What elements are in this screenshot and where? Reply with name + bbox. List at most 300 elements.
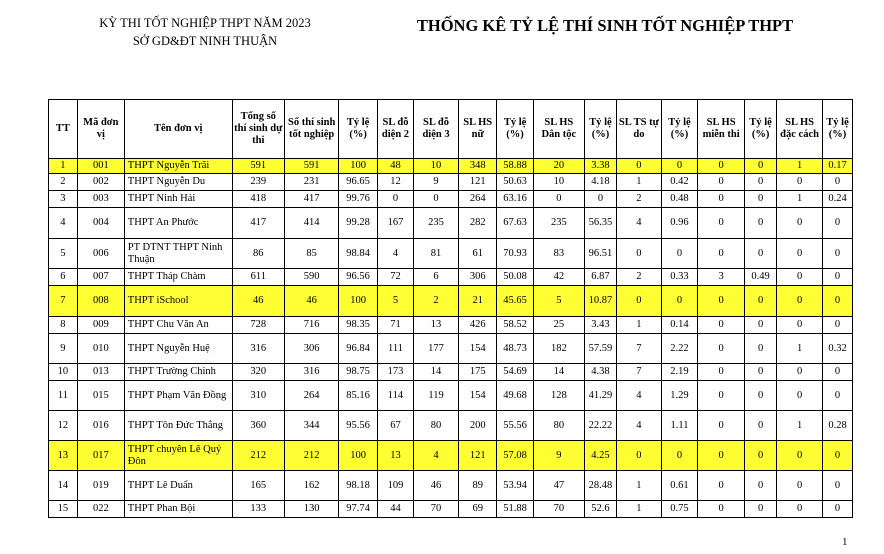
table-row — [49, 286, 853, 317]
unit-name-cell: PT DTNT THPT Ninh Thuận — [124, 239, 232, 269]
table-cell: 010 — [77, 334, 124, 364]
table-cell: 200 — [458, 411, 496, 441]
table-cell: 9 — [414, 174, 459, 191]
table-cell: 235 — [414, 208, 459, 239]
table-row — [49, 208, 853, 239]
department-name: SỞ GD&ĐT NINH THUẬN — [132, 34, 278, 48]
unit-name-cell: THPT Tháp Chàm — [124, 269, 232, 286]
table-cell: 0 — [698, 317, 745, 334]
table-cell: 109 — [377, 471, 413, 501]
table-cell: 98.18 — [339, 471, 377, 501]
table-cell: 5 — [377, 286, 413, 317]
table-cell: 58.52 — [497, 317, 533, 334]
table-cell: 212 — [232, 441, 284, 471]
table-cell: 7 — [616, 334, 661, 364]
table-cell: 1 — [616, 317, 661, 334]
table-cell: 0 — [823, 317, 853, 334]
column-header: SL HS đặc cách — [777, 100, 823, 159]
table-cell: 173 — [377, 364, 413, 381]
table-cell: 0 — [698, 501, 745, 518]
unit-name-cell: THPT chuyên Lê Quý Đôn — [124, 441, 232, 471]
table-cell: 20 — [533, 159, 584, 174]
table-cell: 12 — [377, 174, 413, 191]
table-cell: 167 — [377, 208, 413, 239]
table-cell: 0 — [823, 239, 853, 269]
column-header: Tỷ lệ (%) — [661, 100, 697, 159]
table-cell: 80 — [414, 411, 459, 441]
table-cell: 231 — [284, 174, 338, 191]
column-header: Tên đơn vị — [124, 100, 232, 159]
table-cell: 2 — [49, 174, 78, 191]
table-cell: 0 — [745, 381, 777, 411]
table-cell: 728 — [232, 317, 284, 334]
table-cell: 55.56 — [497, 411, 533, 441]
table-cell: 344 — [284, 411, 338, 441]
table-cell: 0 — [745, 501, 777, 518]
table-row — [49, 441, 853, 471]
table-cell: 239 — [232, 174, 284, 191]
table-cell: 0 — [777, 317, 823, 334]
table-cell: 4.18 — [584, 174, 616, 191]
table-cell: 022 — [77, 501, 124, 518]
table-cell: 1.29 — [661, 381, 697, 411]
table-cell: 0 — [616, 239, 661, 269]
table-cell: 10 — [49, 364, 78, 381]
table-cell: 121 — [458, 174, 496, 191]
table-cell: 0 — [745, 334, 777, 364]
table-cell: 13 — [49, 441, 78, 471]
table-cell: 0 — [745, 286, 777, 317]
table-cell: 0.49 — [745, 269, 777, 286]
table-cell: 69 — [458, 501, 496, 518]
column-header: Tỷ lệ (%) — [339, 100, 377, 159]
table-cell: 320 — [232, 364, 284, 381]
table-cell: 006 — [77, 239, 124, 269]
table-cell: 98.35 — [339, 317, 377, 334]
table-cell: 0 — [777, 269, 823, 286]
column-header: Tỷ lệ (%) — [823, 100, 853, 159]
table-cell: 13 — [377, 441, 413, 471]
table-cell: 0 — [777, 441, 823, 471]
table-cell: 182 — [533, 334, 584, 364]
table-cell: 414 — [284, 208, 338, 239]
table-cell: 4 — [414, 441, 459, 471]
table-cell: 316 — [232, 334, 284, 364]
table-cell: 99.28 — [339, 208, 377, 239]
table-cell: 1 — [616, 501, 661, 518]
table-cell: 15 — [49, 501, 78, 518]
column-header: TT — [49, 100, 78, 159]
table-cell: 0.32 — [823, 334, 853, 364]
table-cell: 95.56 — [339, 411, 377, 441]
table-cell: 3 — [49, 191, 78, 208]
table-cell: 50.63 — [497, 174, 533, 191]
column-header: SL TS tự do — [616, 100, 661, 159]
table-cell: 7 — [49, 286, 78, 317]
table-cell: 128 — [533, 381, 584, 411]
table-cell: 0 — [698, 159, 745, 174]
table-cell: 0.14 — [661, 317, 697, 334]
table-cell: 11 — [49, 381, 78, 411]
table-cell: 0 — [616, 441, 661, 471]
table-cell: 114 — [377, 381, 413, 411]
table-cell: 1 — [777, 411, 823, 441]
table-cell: 0.48 — [661, 191, 697, 208]
table-cell: 42 — [533, 269, 584, 286]
table-cell: 2.19 — [661, 364, 697, 381]
table-cell: 235 — [533, 208, 584, 239]
table-cell: 306 — [458, 269, 496, 286]
table-cell: 46 — [284, 286, 338, 317]
table-row — [49, 364, 853, 381]
column-header: SL đỗ diện 3 — [414, 100, 459, 159]
table-cell: 4 — [616, 208, 661, 239]
table-cell: 25 — [533, 317, 584, 334]
table-cell: 2 — [616, 269, 661, 286]
table-cell: 177 — [414, 334, 459, 364]
table-cell: 48 — [377, 159, 413, 174]
table-cell: 175 — [458, 364, 496, 381]
table-cell: 12 — [49, 411, 78, 441]
table-cell: 96.56 — [339, 269, 377, 286]
table-cell: 417 — [232, 208, 284, 239]
table-cell: 0 — [698, 471, 745, 501]
table-row — [49, 411, 853, 441]
table-cell: 426 — [458, 317, 496, 334]
column-header: SL HS miễn thi — [698, 100, 745, 159]
table-cell: 0 — [777, 364, 823, 381]
table-cell: 264 — [284, 381, 338, 411]
table-cell: 0 — [777, 471, 823, 501]
table-cell: 67.63 — [497, 208, 533, 239]
column-header: Tỷ lệ (%) — [584, 100, 616, 159]
table-cell: 0 — [823, 364, 853, 381]
table-cell: 119 — [414, 381, 459, 411]
table-cell: 41.29 — [584, 381, 616, 411]
table-cell: 0 — [777, 174, 823, 191]
table-cell: 009 — [77, 317, 124, 334]
table-cell: 0 — [533, 191, 584, 208]
unit-name-cell: THPT Phan Bội — [124, 501, 232, 518]
table-cell: 1 — [777, 191, 823, 208]
table-cell: 2.22 — [661, 334, 697, 364]
column-header: SL HS nữ — [458, 100, 496, 159]
table-row — [49, 191, 853, 208]
table-cell: 0 — [377, 191, 413, 208]
table-cell: 1 — [616, 471, 661, 501]
table-cell: 28.48 — [584, 471, 616, 501]
table-cell: 1 — [49, 159, 78, 174]
table-cell: 48.73 — [497, 334, 533, 364]
table-cell: 0 — [616, 159, 661, 174]
table-cell: 0 — [745, 208, 777, 239]
table-cell: 86 — [232, 239, 284, 269]
table-cell: 130 — [284, 501, 338, 518]
table-cell: 9 — [533, 441, 584, 471]
table-cell: 96.84 — [339, 334, 377, 364]
table-cell: 001 — [77, 159, 124, 174]
table-cell: 0 — [745, 159, 777, 174]
table-cell: 0 — [745, 471, 777, 501]
table-cell: 58.88 — [497, 159, 533, 174]
table-row — [49, 269, 853, 286]
unit-name-cell: THPT Phạm Văn Đồng — [124, 381, 232, 411]
table-cell: 0 — [823, 208, 853, 239]
table-cell: 4.38 — [584, 364, 616, 381]
table-cell: 418 — [232, 191, 284, 208]
table-cell: 3.38 — [584, 159, 616, 174]
table-cell: 9 — [49, 334, 78, 364]
table-cell: 100 — [339, 159, 377, 174]
table-cell: 0 — [777, 208, 823, 239]
table-cell: 44 — [377, 501, 413, 518]
table-cell: 1 — [777, 159, 823, 174]
table-cell: 590 — [284, 269, 338, 286]
table-cell: 3.43 — [584, 317, 616, 334]
table-cell: 002 — [77, 174, 124, 191]
table-cell: 0 — [661, 286, 697, 317]
table-cell: 0.61 — [661, 471, 697, 501]
table-cell: 85.16 — [339, 381, 377, 411]
table-cell: 96.51 — [584, 239, 616, 269]
table-cell: 51.88 — [497, 501, 533, 518]
table-cell: 0 — [745, 317, 777, 334]
table-cell: 019 — [77, 471, 124, 501]
document-title: THỐNG KÊ TỶ LỆ THÍ SINH TỐT NGHIỆP THPT — [416, 16, 794, 35]
table-cell: 5 — [533, 286, 584, 317]
unit-name-cell: THPT Trường Chinh — [124, 364, 232, 381]
table-cell: 0 — [745, 364, 777, 381]
table-cell: 14 — [414, 364, 459, 381]
table-cell: 003 — [77, 191, 124, 208]
table-cell: 5 — [49, 239, 78, 269]
table-cell: 348 — [458, 159, 496, 174]
table-cell: 63.16 — [497, 191, 533, 208]
table-cell: 61 — [458, 239, 496, 269]
table-cell: 49.68 — [497, 381, 533, 411]
table-cell: 0 — [823, 501, 853, 518]
table-cell: 4 — [377, 239, 413, 269]
table-cell: 0 — [823, 471, 853, 501]
column-header: Mã đơn vị — [77, 100, 124, 159]
column-header: Tỷ lệ (%) — [745, 100, 777, 159]
table-cell: 0.24 — [823, 191, 853, 208]
table-cell: 0 — [823, 269, 853, 286]
table-row — [49, 239, 853, 269]
table-cell: 015 — [77, 381, 124, 411]
table-cell: 111 — [377, 334, 413, 364]
table-cell: 316 — [284, 364, 338, 381]
table-cell: 1 — [777, 334, 823, 364]
table-cell: 0 — [823, 441, 853, 471]
table-cell: 50.08 — [497, 269, 533, 286]
table-cell: 70.93 — [497, 239, 533, 269]
page-number: 1 — [842, 536, 848, 548]
table-cell: 0 — [698, 208, 745, 239]
table-cell: 007 — [77, 269, 124, 286]
exam-title: KỲ THI TỐT NGHIỆP THPT NĂM 2023 — [99, 16, 311, 30]
table-cell: 0 — [745, 239, 777, 269]
table-cell: 98.75 — [339, 364, 377, 381]
table-cell: 71 — [377, 317, 413, 334]
table-cell: 8 — [49, 317, 78, 334]
table-cell: 0.28 — [823, 411, 853, 441]
unit-name-cell: THPT Ninh Hải — [124, 191, 232, 208]
table-cell: 0 — [698, 364, 745, 381]
column-header: Tổng số thí sinh dự thi — [232, 100, 284, 159]
table-cell: 46 — [414, 471, 459, 501]
table-cell: 0 — [698, 411, 745, 441]
table-row — [49, 174, 853, 191]
table-cell: 1 — [616, 174, 661, 191]
table-cell: 70 — [533, 501, 584, 518]
unit-name-cell: THPT Lê Duẩn — [124, 471, 232, 501]
table-cell: 310 — [232, 381, 284, 411]
document-header-left — [70, 14, 340, 50]
table-cell: 0 — [698, 334, 745, 364]
table-cell: 4 — [49, 208, 78, 239]
table-cell: 0 — [777, 381, 823, 411]
unit-name-cell: THPT iSchool — [124, 286, 232, 317]
table-cell: 6.87 — [584, 269, 616, 286]
table-cell: 360 — [232, 411, 284, 441]
table-cell: 0 — [745, 191, 777, 208]
column-header: SL HS Dân tộc — [533, 100, 584, 159]
table-cell: 0 — [698, 174, 745, 191]
table-cell: 22.22 — [584, 411, 616, 441]
table-cell: 008 — [77, 286, 124, 317]
table-cell: 282 — [458, 208, 496, 239]
table-cell: 212 — [284, 441, 338, 471]
table-cell: 4 — [616, 411, 661, 441]
column-header: SL đỗ diện 2 — [377, 100, 413, 159]
column-header: Tỷ lệ (%) — [497, 100, 533, 159]
table-cell: 017 — [77, 441, 124, 471]
table-cell: 306 — [284, 334, 338, 364]
table-cell: 53.94 — [497, 471, 533, 501]
table-cell: 10 — [414, 159, 459, 174]
table-cell: 99.76 — [339, 191, 377, 208]
table-cell: 0 — [698, 239, 745, 269]
table-cell: 0.75 — [661, 501, 697, 518]
table-cell: 57.59 — [584, 334, 616, 364]
table-cell: 85 — [284, 239, 338, 269]
table-cell: 57.08 — [497, 441, 533, 471]
table-cell: 0 — [661, 441, 697, 471]
table-cell: 81 — [414, 239, 459, 269]
table-cell: 0 — [823, 286, 853, 317]
table-row — [49, 317, 853, 334]
table-body — [49, 159, 853, 518]
table-cell: 0 — [616, 286, 661, 317]
table-cell: 121 — [458, 441, 496, 471]
table-cell: 0 — [698, 191, 745, 208]
table-cell: 591 — [232, 159, 284, 174]
table-cell: 6 — [49, 269, 78, 286]
table-cell: 165 — [232, 471, 284, 501]
table-cell: 0.17 — [823, 159, 853, 174]
unit-name-cell: THPT Nguyễn Trãi — [124, 159, 232, 174]
table-cell: 1.11 — [661, 411, 697, 441]
table-cell: 0.42 — [661, 174, 697, 191]
table-cell: 98.84 — [339, 239, 377, 269]
unit-name-cell: THPT Chu Văn An — [124, 317, 232, 334]
table-cell: 016 — [77, 411, 124, 441]
table-cell: 96.65 — [339, 174, 377, 191]
table-row — [49, 471, 853, 501]
table-cell: 4 — [616, 381, 661, 411]
table-cell: 100 — [339, 441, 377, 471]
table-cell: 0.33 — [661, 269, 697, 286]
table-cell: 0 — [414, 191, 459, 208]
table-cell: 70 — [414, 501, 459, 518]
table-cell: 162 — [284, 471, 338, 501]
table-cell: 004 — [77, 208, 124, 239]
table-cell: 0 — [745, 174, 777, 191]
table-cell: 13 — [414, 317, 459, 334]
table-cell: 14 — [533, 364, 584, 381]
table-cell: 264 — [458, 191, 496, 208]
table-cell: 0 — [777, 239, 823, 269]
table-cell: 0 — [777, 501, 823, 518]
table-cell: 47 — [533, 471, 584, 501]
table-cell: 100 — [339, 286, 377, 317]
table-cell: 591 — [284, 159, 338, 174]
table-cell: 10 — [533, 174, 584, 191]
table-cell: 0 — [745, 441, 777, 471]
unit-name-cell: THPT Nguyễn Huệ — [124, 334, 232, 364]
table-cell: 0 — [661, 239, 697, 269]
table-cell: 72 — [377, 269, 413, 286]
table-cell: 0 — [823, 174, 853, 191]
table-cell: 0 — [698, 441, 745, 471]
table-cell: 89 — [458, 471, 496, 501]
table-cell: 0 — [777, 286, 823, 317]
table-cell: 4.25 — [584, 441, 616, 471]
table-cell: 14 — [49, 471, 78, 501]
table-cell: 154 — [458, 381, 496, 411]
table-row — [49, 159, 853, 174]
table-cell: 0 — [823, 381, 853, 411]
table-cell: 3 — [698, 269, 745, 286]
table-cell: 013 — [77, 364, 124, 381]
table-cell: 133 — [232, 501, 284, 518]
table-cell: 45.65 — [497, 286, 533, 317]
table-cell: 0 — [584, 191, 616, 208]
statistics-table — [48, 99, 853, 518]
table-cell: 56.35 — [584, 208, 616, 239]
table-cell: 154 — [458, 334, 496, 364]
table-cell: 83 — [533, 239, 584, 269]
table-cell: 0 — [698, 286, 745, 317]
unit-name-cell: THPT Tôn Đức Thắng — [124, 411, 232, 441]
unit-name-cell: THPT Nguyễn Du — [124, 174, 232, 191]
column-header: Số thí sinh tốt nghiệp — [284, 100, 338, 159]
table-cell: 67 — [377, 411, 413, 441]
table-cell: 52.6 — [584, 501, 616, 518]
table-row — [49, 381, 853, 411]
table-cell: 80 — [533, 411, 584, 441]
table-row — [49, 334, 853, 364]
table-cell: 6 — [414, 269, 459, 286]
table-cell: 54.69 — [497, 364, 533, 381]
table-cell: 716 — [284, 317, 338, 334]
table-cell: 417 — [284, 191, 338, 208]
table-cell: 10.87 — [584, 286, 616, 317]
table-cell: 7 — [616, 364, 661, 381]
table-cell: 0.96 — [661, 208, 697, 239]
table-cell: 97.74 — [339, 501, 377, 518]
